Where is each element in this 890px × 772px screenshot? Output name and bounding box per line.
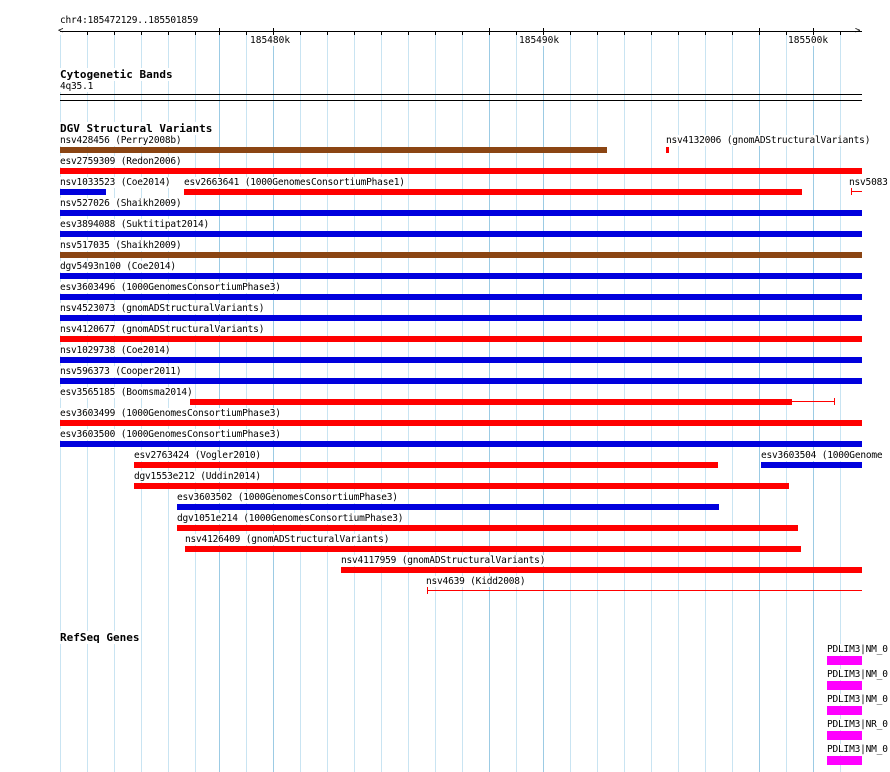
feature-label[interactable]: nsv4126409 (gnomADStructuralVariants) bbox=[185, 534, 390, 545]
track-title-dgv[interactable]: DGV Structural Variants bbox=[60, 122, 213, 135]
cytoband-line-bottom bbox=[60, 100, 862, 101]
feature-bar[interactable] bbox=[60, 378, 862, 384]
feature-label[interactable]: esv2763424 (Vogler2010) bbox=[134, 450, 261, 461]
feature-bar[interactable] bbox=[761, 462, 862, 468]
feature-label[interactable]: dgv1553e212 (Uddin2014) bbox=[134, 471, 261, 482]
feature-label[interactable]: nsv4132006 (gnomADStructuralVariants) bbox=[666, 135, 871, 146]
feature-label[interactable]: nsv428456 (Perry2008b) bbox=[60, 135, 182, 146]
feature-bar[interactable] bbox=[185, 546, 801, 552]
gene-label[interactable]: PDLIM3|NM_0 bbox=[827, 694, 888, 705]
feature-label[interactable]: esv2759309 (Redon2006) bbox=[60, 156, 182, 167]
feature-bar[interactable] bbox=[60, 168, 862, 174]
feature-bar[interactable] bbox=[184, 189, 802, 195]
ruler-axis-line bbox=[60, 31, 862, 32]
ruler-location: chr4:185472129..185501859 bbox=[60, 15, 198, 26]
feature-label[interactable]: dgv5493n100 (Coe2014) bbox=[60, 261, 176, 272]
feature-label[interactable]: esv3894088 (Suktitipat2014) bbox=[60, 219, 210, 230]
feature-bar[interactable] bbox=[666, 147, 669, 153]
feature-label[interactable]: nsv1029738 (Coe2014) bbox=[60, 345, 171, 356]
feature-label[interactable]: esv3603500 (1000GenomesConsortiumPhase3) bbox=[60, 429, 281, 440]
feature-bar[interactable] bbox=[427, 590, 862, 591]
feature-label[interactable]: esv3565185 (Boomsma2014) bbox=[60, 387, 193, 398]
gene-bar[interactable] bbox=[827, 656, 862, 665]
feature-label[interactable]: esv3603496 (1000GenomesConsortiumPhase3) bbox=[60, 282, 281, 293]
gene-bar[interactable] bbox=[827, 681, 862, 690]
feature-bar[interactable] bbox=[60, 420, 862, 426]
feature-label[interactable]: nsv517035 (Shaikh2009) bbox=[60, 240, 182, 251]
feature-label[interactable]: nsv5083 bbox=[849, 177, 888, 188]
feature-bar[interactable] bbox=[60, 273, 862, 279]
gene-bar[interactable] bbox=[827, 756, 862, 765]
feature-label[interactable]: nsv4117959 (gnomADStructuralVariants) bbox=[341, 555, 546, 566]
feature-bar[interactable] bbox=[60, 231, 862, 237]
gene-label[interactable]: PDLIM3|NR_0 bbox=[827, 719, 888, 730]
feature-bar[interactable] bbox=[60, 189, 106, 195]
cytoband-label[interactable]: 4q35.1 bbox=[60, 81, 94, 92]
feature-bar[interactable] bbox=[177, 504, 719, 510]
feature-label[interactable]: esv3603499 (1000GenomesConsortiumPhase3) bbox=[60, 408, 281, 419]
ruler-tick-label: 185500k bbox=[788, 35, 829, 46]
ruler-tick-label: 185490k bbox=[519, 35, 560, 46]
track-title-cytogenetic-bands[interactable]: Cytogenetic Bands bbox=[60, 68, 173, 81]
ruler-tick-label: 185480k bbox=[250, 35, 291, 46]
feature-bar[interactable] bbox=[60, 315, 862, 321]
feature-bar[interactable] bbox=[60, 357, 862, 363]
feature-bar[interactable] bbox=[60, 336, 862, 342]
gene-label[interactable]: PDLIM3|NM_0 bbox=[827, 744, 888, 755]
feature-bar[interactable] bbox=[177, 525, 798, 531]
feature-label[interactable]: nsv4639 (Kidd2008) bbox=[426, 576, 526, 587]
feature-bar[interactable] bbox=[851, 191, 862, 192]
feature-label[interactable]: nsv527026 (Shaikh2009) bbox=[60, 198, 182, 209]
feature-bar[interactable] bbox=[341, 567, 862, 573]
feature-label[interactable]: nsv596373 (Cooper2011) bbox=[60, 366, 182, 377]
feature-label[interactable]: esv3603504 (1000Genome bbox=[761, 450, 883, 461]
feature-label[interactable]: esv3603502 (1000GenomesConsortiumPhase3) bbox=[177, 492, 398, 503]
track-title-refseq[interactable]: RefSeq Genes bbox=[60, 631, 140, 644]
cytoband-line-top bbox=[60, 94, 862, 95]
feature-label[interactable]: esv2663641 (1000GenomesConsortiumPhase1) bbox=[184, 177, 405, 188]
feature-label[interactable]: nsv1033523 (Coe2014) bbox=[60, 177, 171, 188]
feature-bar[interactable] bbox=[134, 483, 789, 489]
feature-bar[interactable] bbox=[60, 252, 862, 258]
gene-bar[interactable] bbox=[827, 706, 862, 715]
ruler-right-arrow-icon[interactable]: > bbox=[855, 26, 861, 36]
feature-bar[interactable] bbox=[60, 210, 862, 216]
gene-label[interactable]: PDLIM3|NM_0 bbox=[827, 669, 888, 680]
gene-bar[interactable] bbox=[827, 731, 862, 740]
feature-label[interactable]: nsv4523073 (gnomADStructuralVariants) bbox=[60, 303, 265, 314]
feature-label[interactable]: nsv4120677 (gnomADStructuralVariants) bbox=[60, 324, 265, 335]
feature-bar[interactable] bbox=[134, 462, 718, 468]
feature-bar[interactable] bbox=[60, 147, 607, 153]
ruler-left-arrow-icon[interactable]: < bbox=[58, 26, 64, 36]
feature-label[interactable]: dgv1051e214 (1000GenomesConsortiumPhase3) bbox=[177, 513, 404, 524]
gene-label[interactable]: PDLIM3|NM_0 bbox=[827, 644, 888, 655]
feature-bar[interactable] bbox=[60, 441, 862, 447]
feature-bar[interactable] bbox=[190, 399, 792, 405]
feature-bar[interactable] bbox=[60, 294, 862, 300]
